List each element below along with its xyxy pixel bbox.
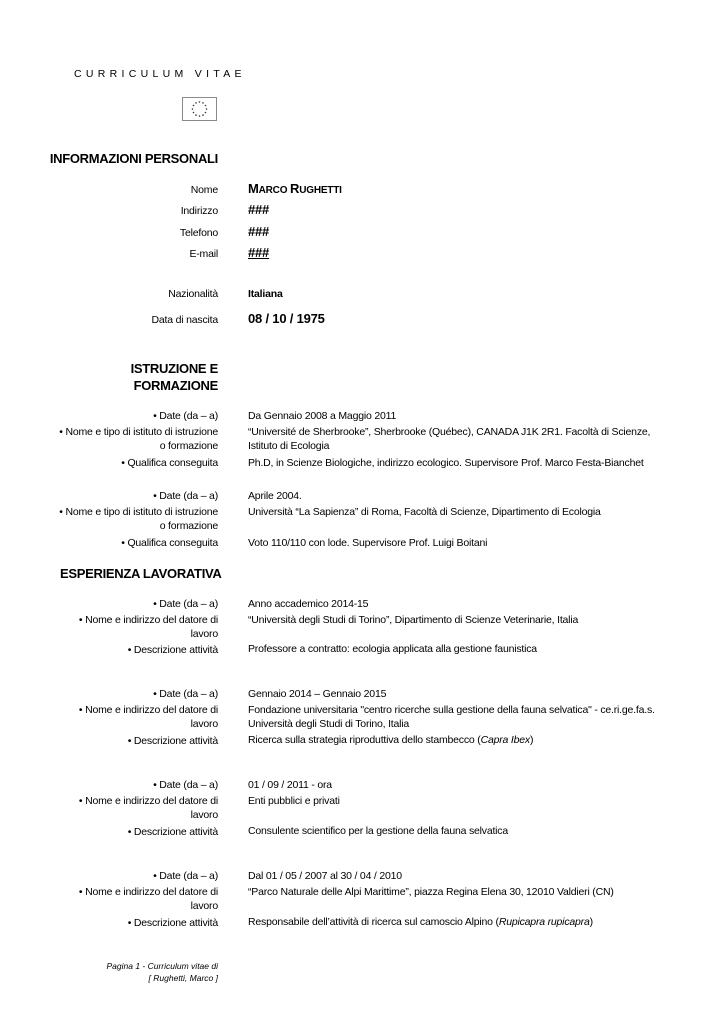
exp1-activity-value: Professore a contratto: ecologia applicata alla gestione faunistica xyxy=(248,643,537,655)
exp4-employer-label-line1: • Nome e indirizzo del datore di xyxy=(78,886,218,898)
exp4-employer-label xyxy=(79,885,218,913)
edu2-institute-value: Università “La Sapienza” di Roma, Facoltà di Scienze, Dipartimento di Ecologia xyxy=(248,506,601,518)
nationality-label: Nazionalità xyxy=(168,288,218,300)
exp3-activity-value: Consulente scientifico per la gestione della fauna selvatica xyxy=(248,825,509,837)
exp2-employer-value-line2: Università degli Studi di Torino, Italia xyxy=(248,718,410,730)
edu1-institute-label-line1: • Nome e tipo di istituto di istruzione xyxy=(59,426,218,438)
exp4-activity-species: Rupicapra rupicapra xyxy=(498,916,590,928)
edu2-date-label: • Date (da – a) xyxy=(153,490,218,502)
exp2-employer-label xyxy=(79,703,218,731)
education-heading-line2: FORMAZIONE xyxy=(133,378,218,393)
education-heading-line1: ISTRUZIONE E xyxy=(130,361,218,376)
personal-info-heading: INFORMAZIONI PERSONALI xyxy=(49,151,218,166)
address-label: Indirizzo xyxy=(180,205,218,217)
edu1-qualification-label: • Qualifica conseguita xyxy=(121,457,218,469)
eu-flag-logo xyxy=(182,97,217,121)
edu1-institute-value-line2: Istituto di Ecologia xyxy=(248,440,330,452)
exp2-date-label: • Date (da – a) xyxy=(153,688,218,700)
exp1-date-label: • Date (da – a) xyxy=(153,598,218,610)
exp2-activity-species: Capra Ibex xyxy=(480,734,530,746)
exp2-activity-label: • Descrizione attività xyxy=(127,735,218,747)
education-heading xyxy=(131,360,218,394)
exp4-activity-text: Responsabile dell’attività di ricerca sul camoscio Alpino ( xyxy=(248,916,499,928)
name-last-rest: UGHETTI xyxy=(299,185,342,196)
birthdate-label: Data di nascita xyxy=(151,314,218,326)
birthdate-value: 08 / 10 / 1975 xyxy=(248,311,325,326)
exp4-date-value: Dal 01 / 05 / 2007 al 30 / 04 / 2010 xyxy=(248,870,402,882)
name-label: Nome xyxy=(190,184,218,196)
exp1-activity-label: • Descrizione attività xyxy=(127,644,218,656)
exp4-activity-value xyxy=(248,915,668,929)
experience-heading: ESPERIENZA LAVORATIVA xyxy=(60,566,222,581)
edu2-qualification-value: Voto 110/110 con lode. Supervisore Prof. Luigi Boitani xyxy=(248,537,488,549)
exp4-employer-value: “Parco Naturale delle Alpi Marittime”, piazza Regina Elena 30, 12010 Valdieri (CN) xyxy=(248,886,614,898)
phone-label: Telefono xyxy=(179,227,218,239)
edu2-institute-label xyxy=(59,505,218,533)
exp2-employer-label-line2: lavoro xyxy=(190,718,218,730)
exp4-date-label: • Date (da – a) xyxy=(153,870,218,882)
name-first-rest: ARCO xyxy=(258,185,288,196)
exp2-date-value: Gennaio 2014 – Gennaio 2015 xyxy=(248,688,387,700)
exp1-employer-label xyxy=(79,613,218,641)
phone-value: ### xyxy=(248,224,270,239)
edu1-qualification-value: Ph.D, in Scienze Biologiche, indirizzo ecologico. Supervisore Prof. Marco Festa-Bianchet xyxy=(248,457,644,469)
email-link[interactable]: ### xyxy=(248,245,270,260)
exp3-employer-label-line2: lavoro xyxy=(190,809,218,821)
email-label: E-mail xyxy=(189,248,218,260)
exp2-activity-tail: ) xyxy=(529,734,534,746)
exp1-employer-label-line1: • Nome e indirizzo del datore di xyxy=(78,614,218,626)
name-value xyxy=(248,182,668,198)
address-value: ### xyxy=(248,202,270,217)
exp2-employer-value xyxy=(248,703,668,731)
exp2-activity-value xyxy=(248,733,668,747)
edu1-date-value: Da Gennaio 2008 a Maggio 2011 xyxy=(248,410,397,422)
exp2-activity-text: Ricerca sulla strategia riproduttiva dello stambecco ( xyxy=(248,734,481,746)
exp3-employer-label xyxy=(79,794,218,822)
name-last-initial: R xyxy=(290,181,300,196)
edu2-qualification-label: • Qualifica conseguita xyxy=(121,537,218,549)
edu2-institute-label-line1: • Nome e tipo di istituto di istruzione xyxy=(59,506,218,518)
edu1-institute-value xyxy=(248,425,668,453)
edu1-institute-label-line2: o formazione xyxy=(159,440,218,452)
edu1-institute-label xyxy=(59,425,218,453)
exp4-employer-label-line2: lavoro xyxy=(190,900,218,912)
exp1-employer-label-line2: lavoro xyxy=(190,628,218,640)
exp3-date-value: 01 / 09 / 2011 - ora xyxy=(248,779,332,791)
exp3-date-label: • Date (da – a) xyxy=(153,779,218,791)
exp4-activity-tail: ) xyxy=(589,916,593,928)
exp2-employer-label-line1: • Nome e indirizzo del datore di xyxy=(78,704,218,716)
exp3-employer-label-line1: • Nome e indirizzo del datore di xyxy=(78,795,218,807)
exp3-activity-label: • Descrizione attività xyxy=(127,826,218,838)
footer-line1: Pagina 1 - Curriculum vitae di xyxy=(106,961,218,971)
edu1-institute-value-line1: “Université de Sherbrooke”, Sherbrooke (Québec), CANADA J1K 2R1. Facoltà di Scienze, xyxy=(248,426,651,438)
name-first-initial: M xyxy=(248,181,259,196)
exp3-employer-value: Enti pubblici e privati xyxy=(248,795,340,807)
edu1-date-label: • Date (da – a) xyxy=(153,410,218,422)
exp2-employer-value-line1: Fondazione universitaria "centro ricerche sulla gestione della fauna selvatica" - ce.ri.ge.fa.s. xyxy=(248,704,655,716)
edu2-institute-label-line2: o formazione xyxy=(159,520,218,532)
edu2-date-value: Aprile 2004. xyxy=(248,490,302,502)
nationality-value: Italiana xyxy=(248,288,283,300)
exp1-employer-value: “Università degli Studi di Torino”, Dipartimento di Scienze Veterinarie, Italia xyxy=(248,614,579,626)
page-footer xyxy=(107,960,219,984)
exp4-activity-label: • Descrizione attività xyxy=(127,917,218,929)
footer-line2: [ Rughetti, Marco ] xyxy=(148,973,218,983)
exp1-date-value: Anno accademico 2014-15 xyxy=(248,598,369,610)
document-title: CURRICULUM VITAE xyxy=(74,68,246,80)
